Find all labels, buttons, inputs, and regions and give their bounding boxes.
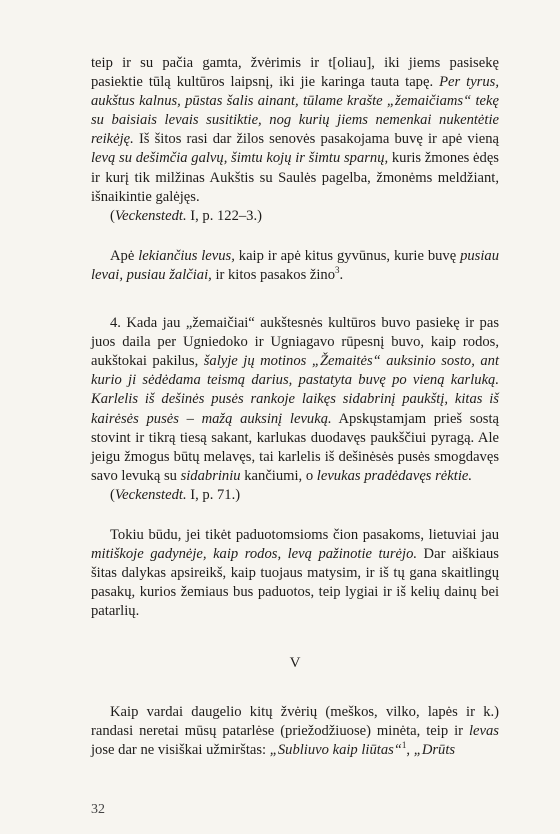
footnote-ref: 3 <box>335 265 340 276</box>
paragraph-3 <box>91 314 499 486</box>
italic-text-run: levukas pradėdavęs rėktie. <box>316 467 472 484</box>
text-run: Apskųstamjam prieš sostą stovint ir tikrą tiesą sakant, karlukas duodavęs paukščiui pyragą. Ale jeigu žmogus būtų melavęs, tai karlelis iš dešinėsės pusės smogdavęs savo levuką su <box>91 410 499 484</box>
page-number: 32 <box>91 802 105 817</box>
source-citation-2 <box>91 486 499 505</box>
italic-text-run: „Drūts <box>413 741 456 758</box>
source-citation-1 <box>91 207 499 226</box>
text-run: Dar aiškiaus šitas dalykas apsireikš, kaip tuojaus matysim, ir iš tų gana skaitlingų pasakų, kurios žemiaus bus paduotos, teip lygiai ir iš kelių dainų bei patarlių. <box>91 546 499 620</box>
paragraph-4 <box>91 526 499 621</box>
italic-text-run: lekiančius levus, <box>138 247 235 264</box>
text-run: Kaip vardai daugelio kitų žvėrių (meškos, vilko, lapės ir k.) randasi neretai mūsų patarlėse (priežodžiuose) minėta, teip ir <box>91 703 499 739</box>
italic-text-run: Per tyrus, aukštus kalnus, pūstas šalis ainant, tūlame krašte „žemaičiams“ tekę su baisiais levais susitiktie, nog kurių jiems nemenkai nukentėtie reikėję. <box>91 74 499 148</box>
text-run: ( <box>110 486 115 503</box>
page-text <box>91 54 499 760</box>
text-run: , <box>406 741 414 758</box>
text-run: jose dar ne visiškai užmirštas: <box>91 741 270 758</box>
text-run: 4. Kada jau „žemaičiai“ aukštesnės kultūros buvo pasiekę ir pas juos daila per Ugniedoko ir Ugniagavo rūpesnį buvo, kaip rodos, aukštokai pakilus, <box>91 315 499 370</box>
text-run: I, p. 122–3.) <box>186 207 262 224</box>
italic-text-run: levas <box>469 722 499 739</box>
text-run: kaip ir apė kitus gyvūnus, kurie buvę <box>234 247 461 264</box>
text-run: teip ir su pačia gamta, žvėrimis ir t[oliau], iki jiems pasisekę pasiektie tūlą kultūros laipsnį, iki jie karinga tauta tapę. <box>91 55 499 91</box>
italic-text-run: Veckenstedt. <box>114 207 187 224</box>
text-run: Apė <box>110 247 139 264</box>
section-heading: V <box>289 655 301 672</box>
paragraph-2 <box>91 247 499 285</box>
italic-text-run: levą su dešimčia galvų, šimtu kojų ir šimtu sparnų, <box>91 150 389 167</box>
paragraph-5 <box>91 703 499 760</box>
italic-text-run: „Subliuvo kaip liūtas“ <box>269 741 402 758</box>
italic-text-run: sidabriniu <box>180 467 241 484</box>
text-run: I, p. 71.) <box>186 486 241 503</box>
footnote-ref: 1 <box>401 739 407 750</box>
text-run: ir kitos pasakos žino <box>211 266 336 283</box>
text-run: Iš šitos rasi dar žilos senovės pasakojama buvę ir apė vieną <box>133 131 499 148</box>
text-run: Tokiu būdu, jei tikėt paduotomsioms čion pasakoms, lietuviai jau <box>110 526 499 543</box>
paragraph-1 <box>91 54 499 207</box>
italic-text-run: šalyje jų motinos „Žemaitės“ auksinio sosto, ant kurio ji sėdėdama teismą darius, pastatyta buvę po vieną karluką. Karlelis iš dešinės pusės rankoje laikęs sidabrinį paukštį, kitas iš kairėsės pusės – mažą auksinį levuką. <box>91 353 499 427</box>
italic-text-run: pusiau levai, pusiau žalčiai, <box>91 247 499 283</box>
italic-text-run: mitiškoje gadynėje, kaip rodos, levą pažinotie turėjo. <box>91 546 418 563</box>
text-run: . <box>339 266 344 283</box>
text-run: ( <box>110 207 115 224</box>
italic-text-run: Veckenstedt. <box>114 486 187 503</box>
text-run: kuris žmones ėdęs ir kurį tik milžinas Aukštis su Saulės pagelba, žmonėms meldžiant, išnaikintie galėjęs. <box>91 150 499 205</box>
text-run: kančiumi, o <box>240 467 317 484</box>
